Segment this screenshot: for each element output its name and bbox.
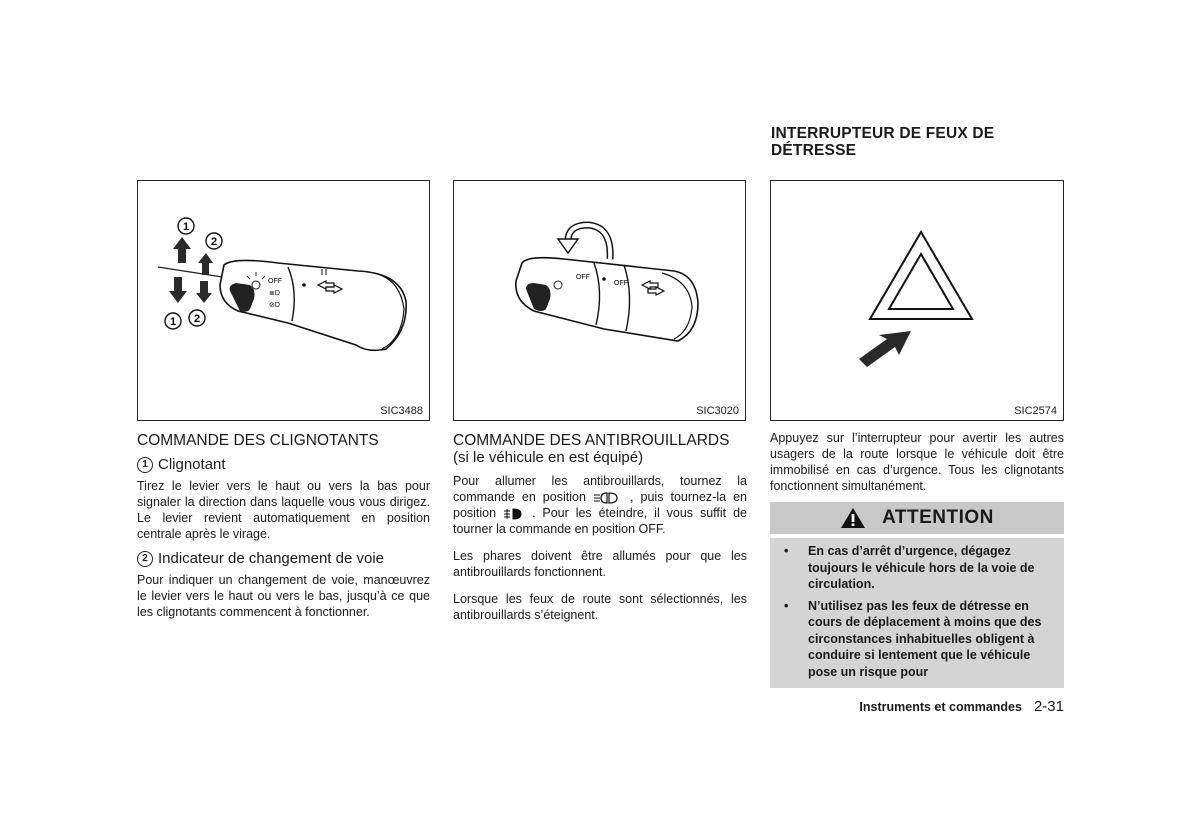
figure-code: SIC3020 — [696, 405, 739, 417]
page-number: 2-31 — [1033, 698, 1064, 715]
footer-section: Instruments et commandes — [859, 700, 1022, 714]
off-label-1: OFF — [576, 274, 590, 281]
subheading-fog-lights: (si le véhicule en est équipé) — [453, 449, 644, 466]
attention-box — [770, 502, 1064, 688]
number-badge: 2 — [137, 551, 153, 567]
paragraph-headlights: Les phares doivent être allumés pour que les antibrouillards fonctionnent. — [453, 549, 747, 579]
off-label-2: OFF — [614, 280, 628, 287]
marker-2-bottom: 2 — [193, 313, 201, 325]
subheading-clignotant — [137, 456, 430, 474]
front-fog-light-icon — [593, 492, 623, 504]
attention-title: ATTENTION — [882, 507, 994, 528]
column-fog-lights — [453, 432, 747, 623]
rear-fog-light-icon — [503, 508, 525, 520]
marker-1-bottom: 1 — [169, 316, 177, 328]
attention-bullet: • N’utilisez pas les feux de détresse en cours de déplacement à moins que des circonstances inhabituelles obligent à conduire si lentement que le véhicule pose un risque pour — [780, 598, 1054, 681]
figure-code: SIC2574 — [1014, 405, 1057, 417]
bullet-dot: • — [784, 598, 789, 613]
figure-turn-signal — [137, 180, 430, 421]
number-badge: 1 — [137, 457, 153, 473]
marker-1-top: 1 — [182, 221, 190, 233]
subheading-text: Clignotant — [158, 456, 226, 473]
svg-text:≣D: ≣D — [269, 290, 280, 297]
attention-header — [770, 502, 1064, 534]
section-title: INTERRUPTEUR DE FEUX DE DÉTRESSE — [771, 125, 995, 159]
attention-bullet: • En cas d’arrêt d’urgence, dégagez toujours le véhicule hors de la voie de circulation. — [780, 543, 1054, 593]
off-label: OFF — [268, 278, 282, 285]
figure-hazard-switch — [770, 180, 1064, 421]
figure-code: SIC3488 — [380, 405, 423, 417]
paragraph-hazard: Appuyez sur l’interrupteur pour avertir les autres usagers de la route lorsque le véhicule doit être immobilisé en cas d’urgence. Tous les clignotants fonctionnent simultanément. — [770, 431, 1064, 493]
paragraph-lane-change: Pour indiquer un changement de voie, manœuvrez le levier vers le haut ou vers le bas, jusqu’à ce que les clignotants commencent à fonctionner. — [137, 573, 430, 619]
fog-light-switch-illustration — [454, 181, 747, 422]
turn-signal-lever-illustration — [138, 181, 431, 422]
column-hazard — [770, 430, 1064, 494]
paragraph-high-beams: Lorsque les feux de route sont sélectionnés, les antibrouillards s’éteignent. — [453, 592, 747, 622]
column-turn-signals — [137, 432, 430, 620]
paragraph-clignotant: Tirez le levier vers le haut ou vers la bas pour signaler la direction dans laquelle vous vous dirigez. Le levier revient automatiquement en position centrale après le virage. — [137, 479, 430, 541]
heading-turn-signals: COMMANDE DES CLIGNOTANTS — [137, 432, 379, 449]
paragraph-fog-on: Pour allumer les antibrouillards, tournez la commande en position , puis tournez-la en position . Pour les éteindre, il vous suffit de tourner la commande en position OFF. — [453, 474, 747, 536]
warning-icon — [840, 507, 866, 529]
bullet-dot: • — [784, 544, 789, 558]
heading-fog-lights: COMMANDE DES ANTIBROUILLARDS — [453, 432, 730, 449]
subheading-lane-change — [137, 550, 430, 568]
svg-text:⊘D: ⊘D — [269, 302, 280, 309]
marker-2-top: 2 — [210, 236, 218, 248]
subheading-text: Indicateur de changement de voie — [158, 550, 384, 567]
hazard-button-illustration — [771, 181, 1065, 422]
attention-body — [770, 538, 1064, 688]
figure-fog-lights — [453, 180, 746, 421]
page-footer — [859, 698, 1064, 715]
